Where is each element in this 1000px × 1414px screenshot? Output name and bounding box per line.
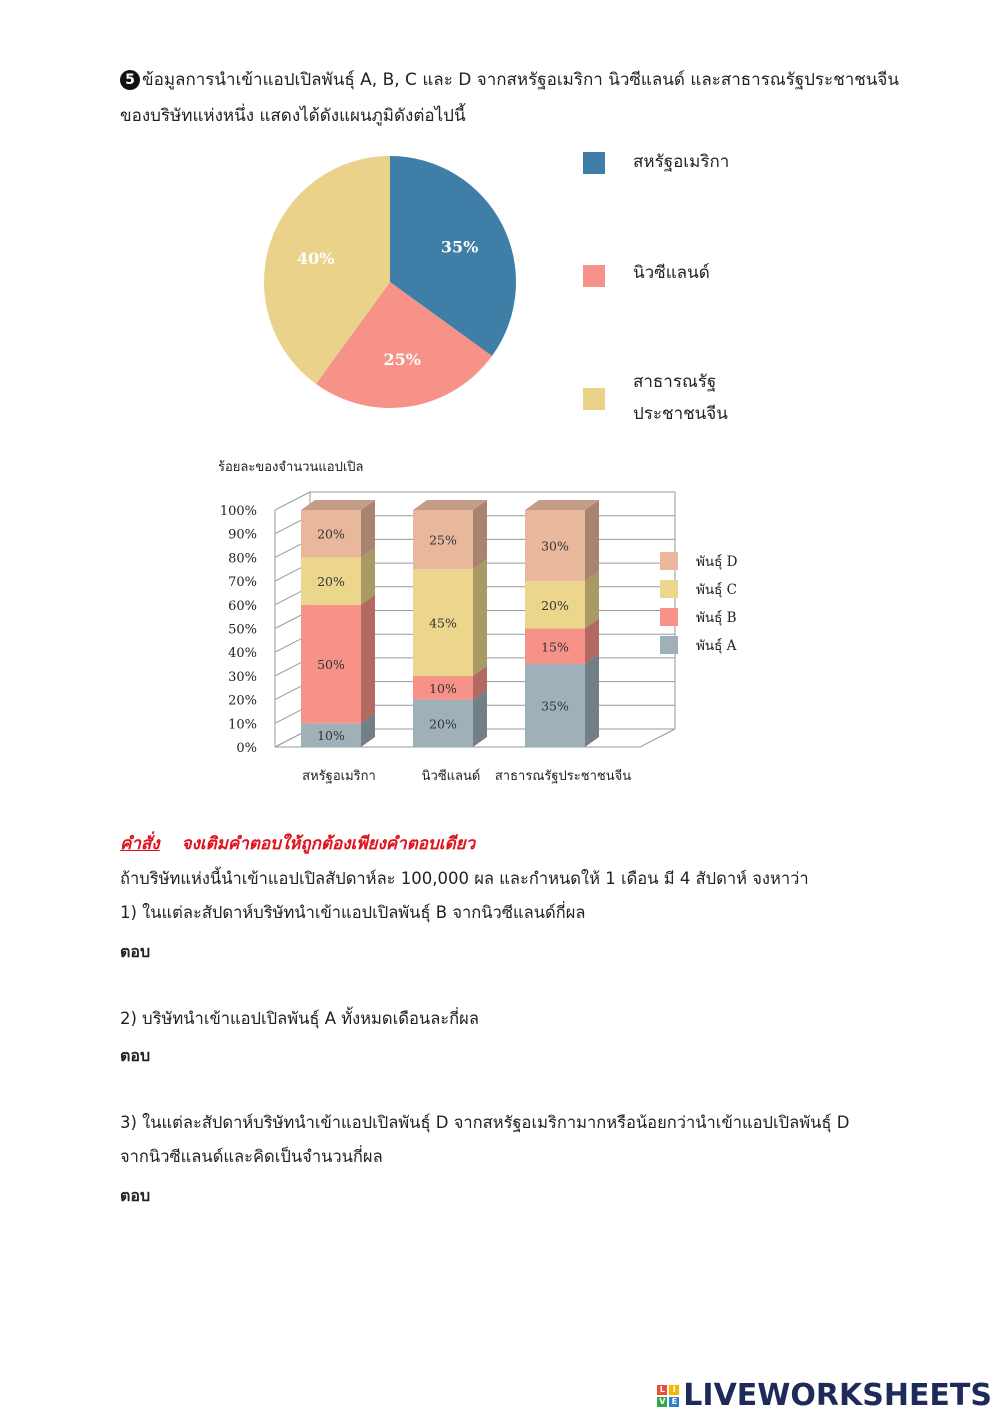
pie-legend-item-china: สาธารณรัฐ ประชาชนจีน — [583, 388, 605, 410]
bar-segment-side — [473, 690, 487, 747]
bar-data-label: 35% — [541, 698, 569, 714]
pie-data-label: 25% — [383, 350, 421, 370]
question-3-line-2: จากนิวซีแลนด์และคิดเป็นจำนวนกี่ผล — [120, 1147, 383, 1166]
bar-segment-side — [585, 571, 599, 628]
bar-data-label: 10% — [429, 680, 457, 696]
brand-text: LIVEWORKSHEETS — [683, 1378, 992, 1413]
stacked-bar-chart — [200, 470, 760, 800]
y-tick-label: 20% — [228, 693, 257, 709]
bar-chart-ylabel: ร้อยละของจำนวนแอปเปิล — [218, 460, 364, 475]
y-tick-label: 80% — [228, 551, 257, 567]
instruction-text: จงเติมคำตอบให้ถูกต้องเพียงคำตอบเดียว — [181, 834, 476, 854]
legend-label: พันธุ์ B — [696, 610, 737, 626]
bar-segment-side — [473, 500, 487, 569]
bar-segment-side — [585, 654, 599, 747]
bar-data-label: 15% — [541, 639, 569, 655]
question-intro — [120, 62, 920, 134]
pie-legend-item-usa: สหรัฐอเมริกา — [583, 152, 605, 174]
y-tick-label: 10% — [228, 717, 257, 733]
question-3-line-1: 3) ในแต่ละสัปดาห์บริษัทนำเข้าแอปเปิลพันธุ์ D จากสหรัฐอเมริกามากหรือน้อยกว่านำเข้าแอปเปิลพันธุ์ D — [120, 1113, 850, 1132]
intro-line-1: 5 ข้อมูลการนำเข้าแอปเปิลพันธุ์ A, B, C และ D จากสหรัฐอเมริกา นิวซีแลนด์ และสาธารณรัฐประชาชนจีน — [120, 62, 920, 98]
legend-swatch — [660, 636, 678, 654]
y-tick-label: 100% — [219, 504, 257, 519]
bar-segment-side — [473, 559, 487, 676]
brand-logo-icon: L I V E — [657, 1385, 679, 1407]
legend-swatch — [660, 552, 678, 570]
y-tick-label: 70% — [228, 575, 257, 591]
y-tick-label: 40% — [228, 646, 257, 662]
number-badge: 5 — [120, 70, 140, 90]
y-tick-label: 60% — [228, 598, 257, 614]
legend-label: พันธุ์ D — [696, 554, 738, 570]
pie-chart — [250, 140, 540, 430]
x-tick-label: สหรัฐอเมริกา — [302, 769, 376, 784]
bar-data-label: 50% — [317, 657, 345, 673]
instruction-label: คำสั่ง — [120, 834, 160, 854]
pie-legend-item-nz: นิวซีแลนด์ — [583, 265, 605, 287]
bar-segment-side — [585, 500, 599, 581]
pie-data-label: 40% — [296, 248, 335, 268]
y-tick-label: 0% — [236, 741, 257, 756]
bar-data-label: 20% — [317, 574, 345, 590]
y-tick-label: 90% — [228, 527, 257, 543]
answer-label-1: ตอบ — [120, 942, 151, 961]
legend-swatch — [583, 265, 605, 287]
gridline-depth — [275, 492, 310, 510]
legend-swatch — [583, 388, 605, 410]
bar-data-label: 20% — [541, 597, 569, 613]
bar-segment-side — [361, 500, 375, 557]
y-tick-label: 50% — [228, 622, 257, 638]
bar-data-label: 20% — [317, 526, 345, 542]
bar-data-label: 10% — [317, 728, 345, 744]
legend-swatch — [660, 580, 678, 598]
x-tick-label: นิวซีแลนด์ — [421, 769, 481, 784]
bar-data-label: 30% — [541, 538, 569, 554]
legend-swatch — [660, 608, 678, 626]
bar-data-label: 20% — [429, 716, 457, 732]
legend-label: พันธุ์ C — [696, 582, 737, 598]
liveworksheets-logo — [657, 1378, 992, 1413]
pie-data-label: 35% — [440, 237, 479, 257]
legend-label: พันธุ์ A — [696, 638, 737, 654]
instruction — [120, 830, 475, 857]
x-tick-label: สาธารณรัฐประชาชนจีน — [494, 769, 632, 784]
bar-data-label: 45% — [429, 615, 457, 631]
intro-line-2: ของบริษัทแห่งหนึ่ง แสดงได้ดังแผนภูมิดังต่อไปนี้ — [120, 106, 466, 126]
question-1: 1) ในแต่ละสัปดาห์บริษัทนำเข้าแอปเปิลพันธุ์ B จากนิวซีแลนด์กี่ผล — [120, 903, 586, 922]
bar-segment-side — [361, 547, 375, 604]
bar-data-label: 25% — [429, 532, 457, 548]
answer-label-3: ตอบ — [120, 1186, 151, 1205]
legend-swatch — [583, 152, 605, 174]
y-tick-label: 30% — [228, 669, 257, 685]
question-2: 2) บริษัทนำเข้าแอปเปิลพันธุ์ A ทั้งหมดเดือนละกี่ผล — [120, 1009, 479, 1028]
bar-segment-side — [361, 595, 375, 724]
premise-text: ถ้าบริษัทแห่งนี้นำเข้าแอปเปิลสัปดาห์ละ 100,000 ผล และกำหนดให้ 1 เดือน มี 4 สัปดาห์ จงหาว่า — [120, 869, 809, 888]
answer-label-2: ตอบ — [120, 1046, 151, 1065]
